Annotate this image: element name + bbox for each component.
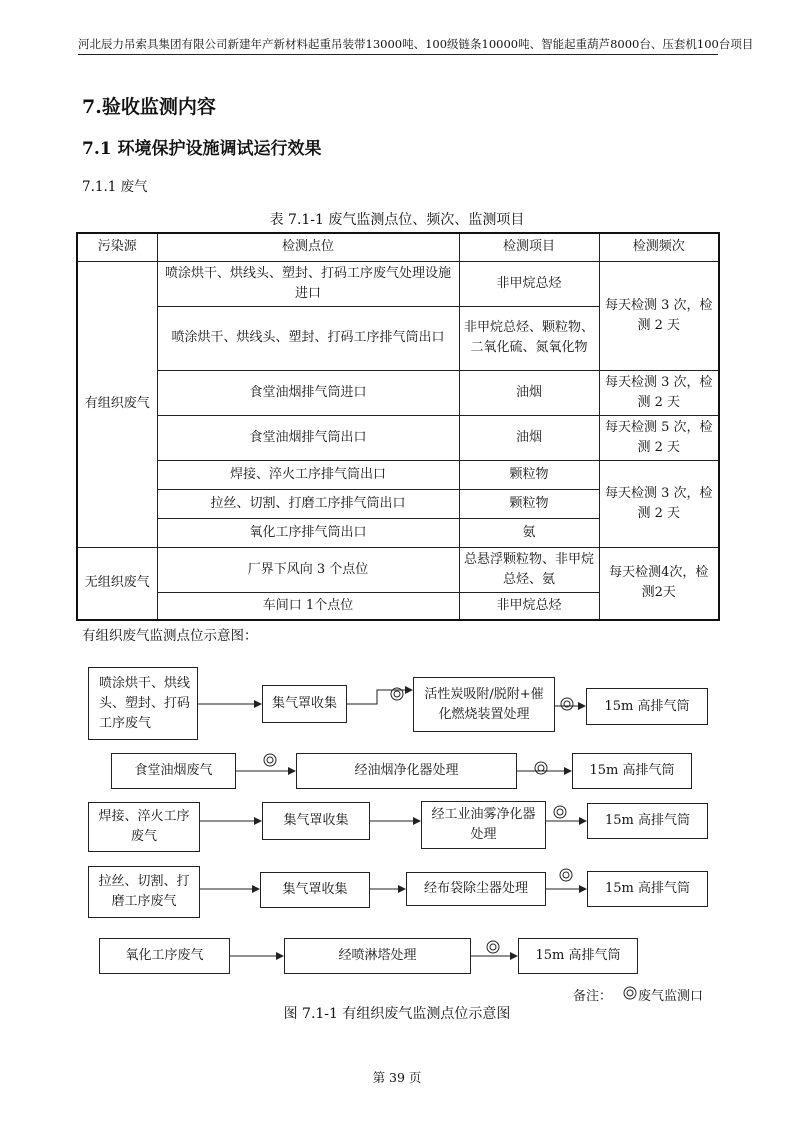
flow-box: 经布袋除尘器处理 xyxy=(406,872,546,906)
point-cell: 车间口 1个点位 xyxy=(157,592,459,620)
item-cell: 颗粒物 xyxy=(459,489,599,518)
flow-box: 15m 高排气筒 xyxy=(587,803,708,839)
flow-box: 15m 高排气筒 xyxy=(518,938,638,974)
source-cell: 无组织废气 xyxy=(77,547,157,620)
flow-box: 经油烟净化器处理 xyxy=(296,753,517,789)
point-cell: 厂界下风向 3 个点位 xyxy=(157,547,459,592)
item-cell: 油烟 xyxy=(459,370,599,415)
point-cell: 焊接、淬火工序排气筒出口 xyxy=(157,460,459,489)
table-caption: 表 7.1-1 废气监测点位、频次、监测项目 xyxy=(269,212,525,228)
point-cell: 拉丝、切割、打磨工序排气筒出口 xyxy=(157,489,459,518)
item-cell: 油烟 xyxy=(459,415,599,460)
flow-box: 食堂油烟废气 xyxy=(111,753,236,789)
point-cell: 食堂油烟排气筒进口 xyxy=(157,370,459,415)
item-cell: 非甲烷总烃、颗粒物、二氧化硫、氮氧化物 xyxy=(459,306,599,370)
running-header: 河北辰力吊索具集团有限公司新建年产新材料起重吊装带13000吨、100级链条10000吨、智能起重葫芦8000台、压套机100台项目 xyxy=(78,37,754,51)
header-cell: 污染源 xyxy=(77,233,157,261)
point-cell: 喷涂烘干、烘线头、塑封、打码工序废气处理设施进口 xyxy=(157,261,459,306)
item-cell: 总悬浮颗粒物、非甲烷总烃、氨 xyxy=(459,547,599,592)
legend-note xyxy=(573,985,703,1004)
note-text: 废气监测口 xyxy=(638,989,704,1004)
flow-box: 经工业油雾净化器处理 xyxy=(421,801,546,849)
flow-box: 集气罩收集 xyxy=(260,872,370,908)
freq-cell: 每天检测 3 次，检测 2 天 xyxy=(599,460,719,547)
header-cell: 检测频次 xyxy=(599,233,719,261)
monitoring-point-icon xyxy=(487,941,499,953)
diagram-intro: 有组织废气监测点位示意图： xyxy=(82,628,258,644)
freq-cell: 每天检测 3 次，检测 2 天 xyxy=(599,261,719,370)
point-cell: 食堂油烟排气筒出口 xyxy=(157,415,459,460)
figure-caption: 图 7.1-1 有组织废气监测点位示意图 xyxy=(283,1006,511,1022)
point-cell: 氧化工序排气筒出口 xyxy=(157,518,459,547)
monitoring-point-icon xyxy=(535,762,547,774)
flow-box: 15m 高排气筒 xyxy=(572,753,692,789)
monitoring-point-icon xyxy=(561,698,573,710)
flow-box: 集气罩收集 xyxy=(262,685,347,723)
flow-box: 经喷淋塔处理 xyxy=(284,938,471,974)
flow-box: 15m 高排气筒 xyxy=(587,871,708,907)
freq-cell: 每天检测4次，检测2天 xyxy=(599,547,719,620)
item-cell: 非甲烷总烃 xyxy=(459,261,599,306)
freq-cell: 每天检测 3 次，检测 2 天 xyxy=(599,370,719,415)
freq-cell: 每天检测 5 次，检测 2 天 xyxy=(599,415,719,460)
flow-box: 活性炭吸附/脱附+催化燃烧装置处理 xyxy=(413,677,555,732)
flow-box: 焊接、淬火工序废气 xyxy=(88,802,200,852)
header-cell: 检测点位 xyxy=(157,233,459,261)
source-cell: 有组织废气 xyxy=(77,261,157,547)
subsubsection-title: 7.1.1 废气 xyxy=(82,179,148,195)
monitoring-point-icon xyxy=(264,754,276,766)
flow-box: 15m 高排气筒 xyxy=(586,688,708,725)
monitoring-point-icon xyxy=(560,869,572,881)
note-label: 备注： xyxy=(573,989,613,1004)
flow-box: 拉丝、切割、打磨工序废气 xyxy=(88,866,200,918)
flow-box: 喷涂烘干、烘线头、塑封、打码工序废气 xyxy=(88,667,198,740)
header-cell: 检测项目 xyxy=(459,233,599,261)
flow-box: 集气罩收集 xyxy=(262,802,370,840)
flow-box: 氧化工序废气 xyxy=(99,938,230,974)
item-cell: 颗粒物 xyxy=(459,460,599,489)
monitoring-point-icon xyxy=(554,806,566,818)
section-title: 7.验收监测内容 xyxy=(82,96,216,118)
point-cell: 喷涂烘干、烘线头、塑封、打码工序排气筒出口 xyxy=(157,306,459,370)
item-cell: 非甲烷总烃 xyxy=(459,592,599,620)
page-number: 第 39 页 xyxy=(372,1070,422,1085)
subsection-title: 7.1 环境保护设施调试运行效果 xyxy=(82,139,322,159)
item-cell: 氨 xyxy=(459,518,599,547)
